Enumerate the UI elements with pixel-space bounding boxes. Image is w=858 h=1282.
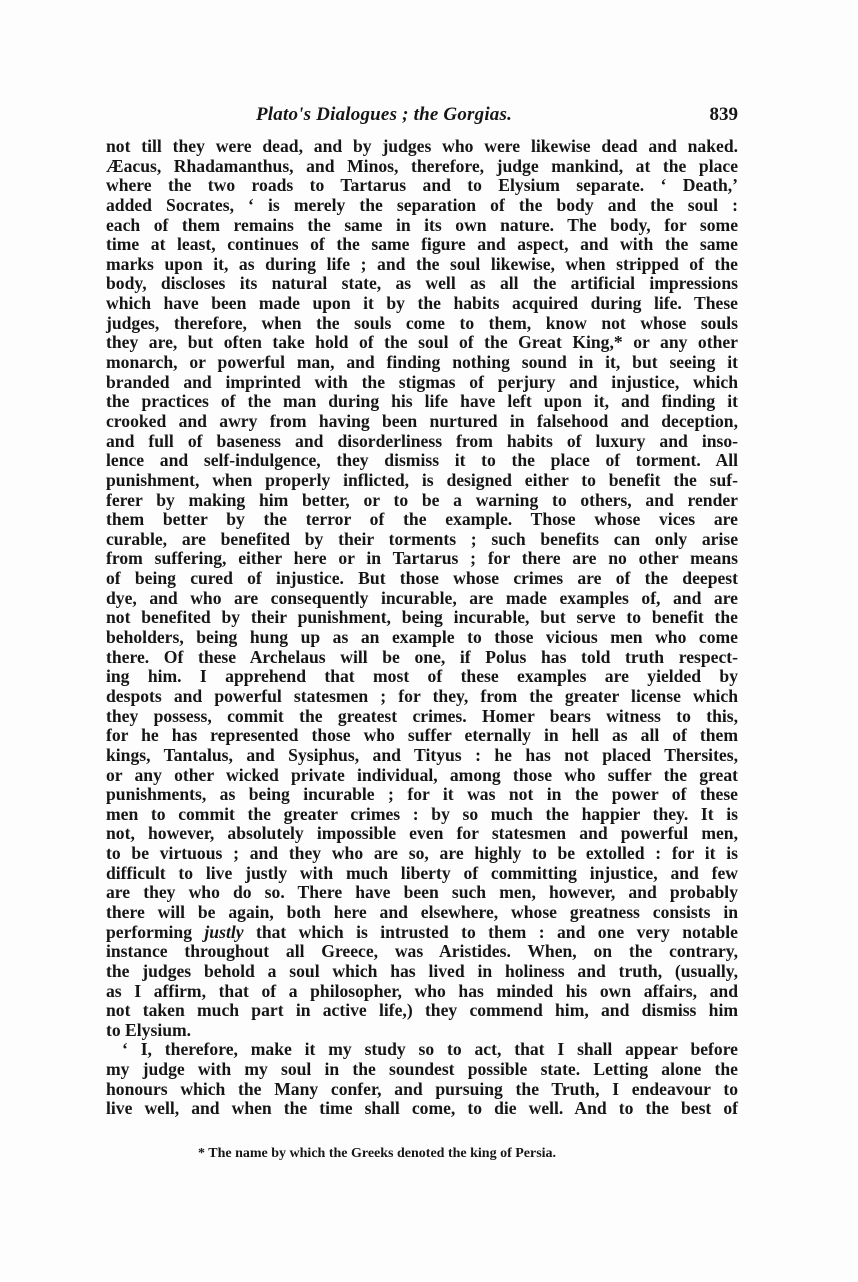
text-line: live well, and when the time shall come, to die well. And to the best of xyxy=(106,1098,738,1119)
text-line: each of them remains the same in its own nature. The body, for some xyxy=(106,214,738,235)
text-line: not, however, absolutely impossible even for statesmen and powerful men, xyxy=(106,823,738,844)
text-line: not benefited by their punishment, being incurable, but serve to benefit the xyxy=(106,607,738,628)
text-line: time at least, continues of the same figure and aspect, and with the same xyxy=(106,234,738,255)
running-head xyxy=(106,104,738,128)
text-line: judges, therefore, when the souls come to them, know not whose souls xyxy=(106,312,738,333)
text-line: to be virtuous ; and they who are so, are highly to be extolled : for it is xyxy=(106,843,738,864)
running-title: Plato's Dialogues ; the Gorgias. xyxy=(256,104,513,125)
text-line: men to commit the greater crimes : by so much the happier they. It is xyxy=(106,803,738,824)
text-line: and full of baseness and disorderliness from habits of luxury and inso- xyxy=(106,430,738,451)
text-fragment: that which is intrusted to them : and one very notable xyxy=(243,921,738,942)
text-line: ing him. I apprehend that most of these examples are yielded by xyxy=(106,666,738,687)
page-number: 839 xyxy=(709,104,738,125)
text-line: the judges behold a soul which has lived in holiness and truth, (usually, xyxy=(106,960,738,981)
text-line: not till they were dead, and by judges who were likewise dead and naked. xyxy=(106,136,738,156)
text-line: them better by the terror of the example. Those whose vices are xyxy=(106,509,738,530)
footnote: * The name by which the Greeks denoted the king of Persia. xyxy=(198,1146,557,1161)
text-line: to Elysium. xyxy=(106,1019,192,1040)
italic-emphasis: justly xyxy=(204,921,244,942)
text-line: body, discloses its natural state, as well as all the artificial impressions xyxy=(106,273,738,294)
text-line: crooked and awry from having been nurtured in falsehood and deception, xyxy=(106,410,738,431)
text-line: branded and imprinted with the stigmas of perjury and injustice, which xyxy=(106,371,738,392)
text-line xyxy=(106,923,738,943)
text-line: my judge with my soul in the soundest possible state. Letting alone the xyxy=(106,1059,738,1080)
text-line: from suffering, either here or in Tartarus ; for there are no other means xyxy=(106,548,738,569)
text-line: punishments, as being incurable ; for it was not in the power of these xyxy=(106,784,738,805)
text-line: there. Of these Archelaus will be one, if Polus has told truth respect- xyxy=(106,646,738,667)
text-line: not taken much part in active life,) they commend him, and dismiss him xyxy=(106,1000,738,1021)
text-line: honours which the Many confer, and pursuing the Truth, I endeavour to xyxy=(106,1078,738,1099)
text-line: for he has represented those who suffer eternally in hell as all of them xyxy=(106,725,738,746)
text-line: the practices of the man during his life have left upon it, and finding it xyxy=(106,391,738,412)
text-line: punishment, when properly inflicted, is designed either to benefit the suf- xyxy=(106,469,738,490)
text-line: added Socrates, ‘ is merely the separation of the body and the soul : xyxy=(106,194,738,215)
text-line: or any other wicked private individual, among those who suffer the great xyxy=(106,764,738,785)
text-line: ferer by making him better, or to be a warning to others, and render xyxy=(106,489,738,510)
text-line: kings, Tantalus, and Sysiphus, and Tityus : he has not placed Thersites, xyxy=(106,744,738,765)
text-line: difficult to live justly with much liberty of committing injustice, and few xyxy=(106,862,738,883)
text-line: as I affirm, that of a philosopher, who has minded his own affairs, and xyxy=(106,980,738,1001)
text-line: Æacus, Rhadamanthus, and Minos, therefore, judge mankind, at the place xyxy=(106,155,738,176)
text-line: curable, are benefited by their torments ; such benefits can only arise xyxy=(106,528,738,549)
text-line: dye, and who are consequently incurable, are made examples of, and are xyxy=(106,587,738,608)
text-line: ‘ I, therefore, make it my study so to act, that I shall appear before xyxy=(122,1039,738,1060)
text-line: lence and self-indulgence, they dismiss it to the place of torment. All xyxy=(106,450,738,471)
text-line: are they who do so. There have been such men, however, and probably xyxy=(106,882,738,903)
text-line: monarch, or powerful man, and finding nothing sound in it, but seeing it xyxy=(106,352,738,373)
text-line: marks upon it, as during life ; and the soul likewise, when stripped of the xyxy=(106,253,738,274)
text-line: instance throughout all Greece, was Aristides. When, on the contrary, xyxy=(106,941,738,962)
text-line: where the two roads to Tartarus and to Elysium separate. ‘ Death,’ xyxy=(106,175,738,196)
text-line: they are, but often take hold of the soul of the Great King,* or any other xyxy=(106,332,738,353)
text-line: they possess, commit the greatest crimes. Homer bears witness to this, xyxy=(106,705,738,726)
text-line: of being cured of injustice. But those whose crimes are of the deepest xyxy=(106,568,738,589)
text-line: there will be again, both here and elsewhere, whose greatness consists in xyxy=(106,901,738,922)
text-line: beholders, being hung up as an example to those vicious men who come xyxy=(106,627,738,648)
text-line: which have been made upon it by the habits acquired during life. These xyxy=(106,293,738,314)
text-fragment: performing xyxy=(106,921,205,942)
text-line: despots and powerful statesmen ; for they, from the greater license which xyxy=(106,685,738,706)
body-text xyxy=(106,137,738,1119)
